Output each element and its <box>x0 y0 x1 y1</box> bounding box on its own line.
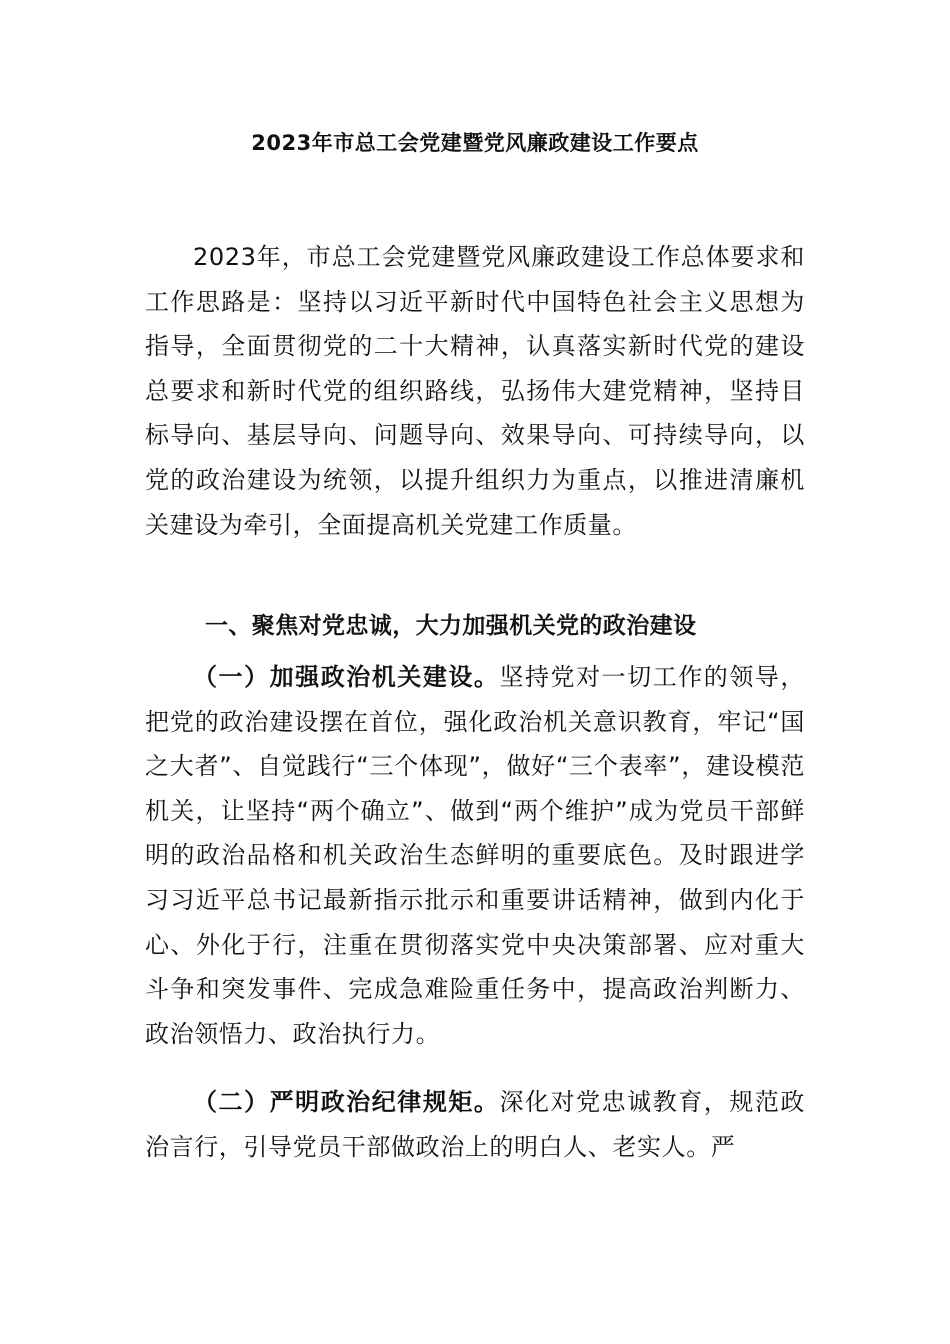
item-1-paragraph <box>145 655 805 1056</box>
item-2-lead: （二）严明政治纪律规矩。 <box>193 1088 500 1116</box>
item-1-body: 坚持党对一切工作的领导，把党的政治建设摆在首位，强化政治机关意识教育，牢记“国之大者”、自觉践行“三个体现”，做好“三个表率”，建设模范机关，让坚持“两个确立”、做到“两个维护”成为党员干部鲜明的政治品格和机关政治生态鲜明的重要底色。及时跟进学习习近平总书记最新指示批示和重要讲话精神，做到内化于心、外化于行，注重在贯彻落实党中央决策部署、应对重大斗争和突发事件、完成急难险重任务中，提高政治判断力、政治领悟力、政治执行力。 <box>145 663 805 1048</box>
intro-paragraph: 2023年，市总工会党建暨党风廉政建设工作总体要求和工作思路是：坚持以习近平新时代中国特色社会主义思想为指导，全面贯彻党的二十大精神，认真落实新时代党的建设总要求和新时代党的组织路线，弘扬伟大建党精神，坚持目标导向、基层导向、问题导向、效果导向、可持续导向，以党的政治建设为统领，以提升组织力为重点，以推进清廉机关建设为牵引，全面提高机关党建工作质量。 <box>145 243 805 539</box>
item-1-lead: （一）加强政治机关建设。 <box>193 663 500 691</box>
section-heading: 一、聚焦对党忠诚，大力加强机关党的政治建设 <box>205 613 697 639</box>
item-2-paragraph <box>145 1080 805 1169</box>
item-2-body: 深化对党忠诚教育，规范政治言行，引导党员干部做政治上的明白人、老实人。严 <box>145 1088 805 1161</box>
document-title: 2023年市总工会党建暨党风廉政建设工作要点 <box>251 131 699 155</box>
